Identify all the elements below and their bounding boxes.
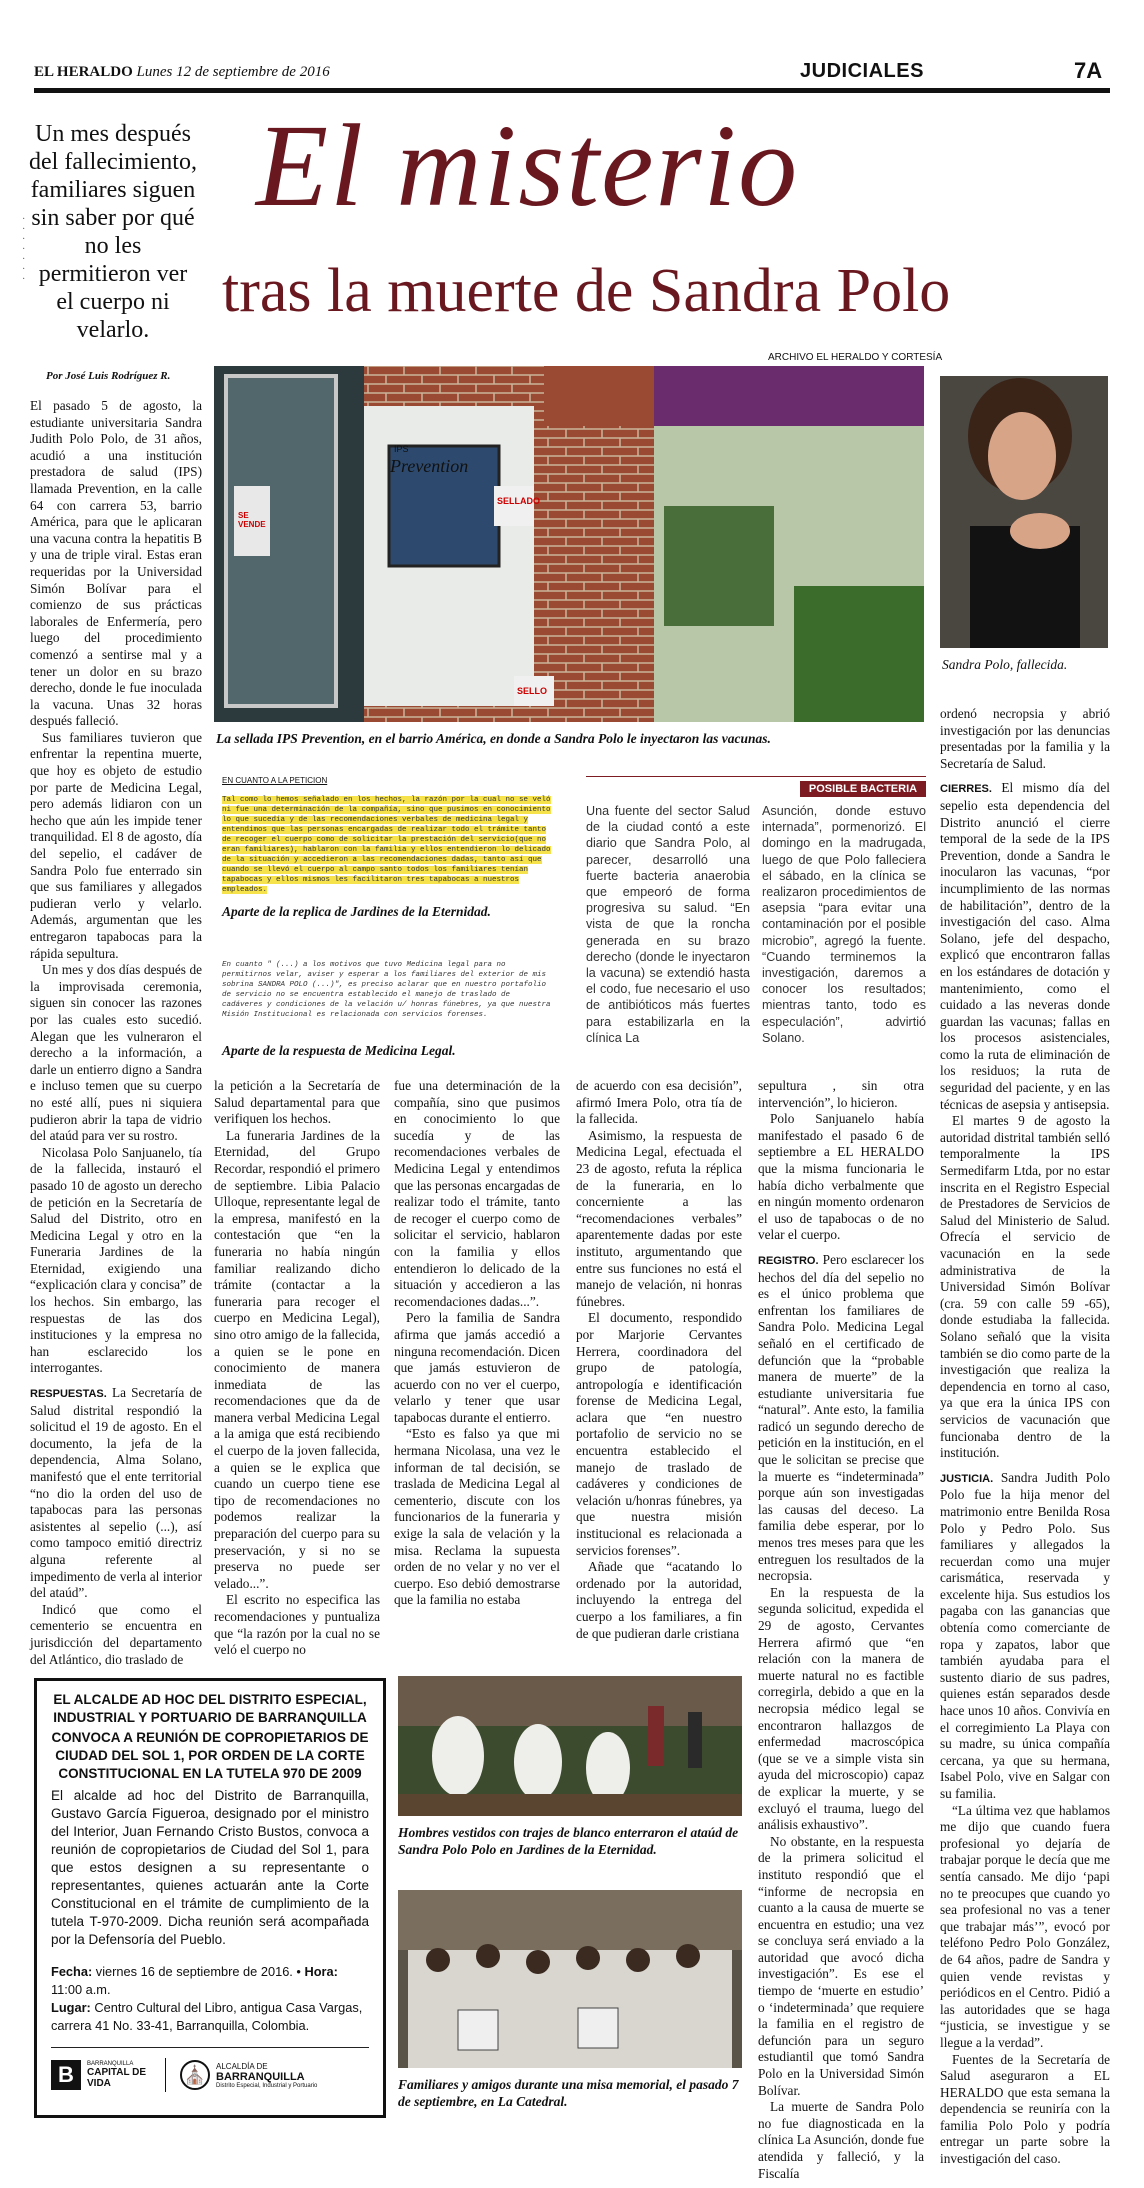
barranquilla-capital-logo bbox=[51, 2060, 151, 2090]
article-column-2 bbox=[214, 1078, 380, 1659]
ad-body: El alcalde ad hoc del Distrito de Barranquilla, Gustavo García Figueroa, designado por el ministro del Interior, Juan Fernando Cristo Bustos, convoca a reunión de copropietarios de Ciudad del Sol 1, para que estos designen a su representante o representantes, quienes actuarán ante la Corte Constitucional en el trámite de cumplimiento de la tutela T-970-2009. Dicha reunión será acompañada por la Defensoría del Pueblo. bbox=[51, 1788, 369, 1947]
seal-sign: SELLO bbox=[517, 686, 548, 696]
document-excerpt-legal-medicine bbox=[222, 960, 552, 1059]
ad-date-label: Fecha: bbox=[51, 1964, 93, 1979]
headline-sub: tras la muerte de Sandra Polo bbox=[222, 257, 951, 325]
paragraph: El pasado 5 de agosto, la estudiante universitaria Sandra Judith Polo Polo, de 31 años, acudió a una institución prestadora de salud (IPS) llamada Prevention, en la calle 64 con carrera 53, barrio América, para que le aplicaran una vacuna contra la hepatitis B y una de triple viral. Estas eran requeridas por la Universidad Simón Bolívar para el comienzo de sus prácticas laborales de Enfermería, pero luego del procedimiento comenzó a sentirse mal y a tener un dolor en su brazo derecho, donde le fue inoculada la vacuna. Unas 32 horas después falleció. bbox=[30, 398, 202, 729]
paragraph: “Esto es falso ya que mi hermana Nicolasa, una vez le informan de tal decisión, se traslada de Medicina Legal al cementerio, discute con los funcionarios de la funeraria y exige la sala de velación y la misa. Reclama la supuesta orden de no velar y no ver el cuerpo. Eso debió demostrarse que la familia no estaba bbox=[394, 1426, 560, 1608]
sidebar-box bbox=[586, 776, 926, 1046]
subhead: REGISTRO. bbox=[758, 1254, 819, 1267]
newspaper-name: EL HERALDO bbox=[34, 64, 133, 80]
burial-illustration bbox=[398, 1676, 742, 1816]
paragraph-text: La Secretaría de Salud distrital respondió la solicitud el 19 de agosto. En el documento, la jefa de la dependencia, Alma Solano, manifestó que el ente territorial “no dio la orden del uso de tapabocas para las personas asistentes al sepelio (...), así como tampoco emitió directriz alguna referente al impedimento de verla al interior del ataúd”. bbox=[30, 1385, 202, 1601]
masthead-date-line bbox=[34, 64, 330, 81]
ad-place-label: Lugar: bbox=[51, 2000, 91, 2015]
paragraph bbox=[940, 780, 1110, 1113]
logo-divider bbox=[165, 2058, 166, 2092]
paragraph: ordenó necropsia y abrió investigación por las denuncias presentadas por la familia y la Secretaría de Salud. bbox=[940, 706, 1110, 771]
portrait-illustration bbox=[940, 376, 1108, 648]
article-column-5 bbox=[758, 1078, 924, 2182]
article-column-4 bbox=[576, 1078, 742, 1642]
page-number: 7A bbox=[1074, 58, 1103, 83]
paragraph bbox=[758, 1252, 924, 1585]
document-label: EN CUANTO A LA PETICION bbox=[222, 776, 328, 785]
seal-sign: SELLADO bbox=[497, 496, 541, 506]
subhead: RESPUESTAS. bbox=[30, 1388, 107, 1401]
document-caption: Aparte de la respuesta de Medicina Legal. bbox=[222, 1043, 456, 1058]
paragraph: Polo Sanjuanelo había manifestado el pasado 6 de septiembre a EL HERALDO que la misma funcionaria le había dicho verbalmente que en ningún momento ordenaron el uso de tapabocas o de no velar el cuerpo. bbox=[758, 1111, 924, 1243]
paragraph bbox=[30, 1385, 202, 1602]
logo-small-text: BARRANQUILLA bbox=[87, 2061, 134, 2067]
margin-dots: · · · · · · · bbox=[22, 214, 26, 285]
public-notice-ad bbox=[34, 1678, 386, 2118]
alcaldia-logo bbox=[180, 2060, 317, 2090]
paragraph: Indicó que como el cementerio se encuentra en jurisdicción del departamento del Atlántico, dio traslado de bbox=[30, 1601, 202, 1667]
paragraph: de acuerdo con esa decisión”, afirmó Imera Polo, otra tía de la fallecida. bbox=[576, 1078, 742, 1127]
subhead: CIERRES. bbox=[940, 783, 992, 796]
byline: Por José Luis Rodríguez R. bbox=[46, 370, 171, 382]
sidebar-column: Una fuente del sector Salud de la ciudad contó a este diario que Sandra Polo, al parecer, desarrolló una fuerte bacteria anaerobia que empeoró de forma progresiva su salud. “En vista de que la roncha generada en su brazo derecho (donde le inyectaron la vacuna) se extendió hasta el codo, fue necesario el uso de antibióticos más fuertes para estabilizarla en la clínica La bbox=[586, 804, 750, 1045]
document-text: En cuanto " (...) a los motivos que tuvo Medicina legal para no permitirnos velar, aviser y esperar a los familiares del exterior de mis sobrina SANDRA POLO (...)", es preciso aclarar que en nuestro portafolio de servicio no se encuentra establecido el manejo de traslado de cadáveres y condiciones de la velación u/ honras fúnebres, ya que nuestra Misión Institucional es relacionada con servicios forenses. bbox=[222, 961, 551, 1019]
burial-caption: Hombres vestidos con trajes de blanco enterraron el ataúd de Sandra Polo Polo en Jardines de la Eternidad. bbox=[398, 1825, 739, 1857]
kicker: Un mes después del fallecimiento, familiares siguen sin saber por qué no les permitieron ver el cuerpo ni velarlo. bbox=[29, 121, 197, 343]
paragraph: Asimismo, la respuesta de Medicina Legal, efectuada el 23 de agosto, refuta la réplica de la funeraria, en lo concerniente a las “recomendaciones verbales” aparentemente dadas por este instituto, argumentando que entre sus funciones no está el manejo de velación, ni honras fúnebres. bbox=[576, 1127, 742, 1309]
paragraph: Un mes y dos días después de la improvisada ceremonia, siguen sin conocer las razones por las cuales esto sucedió. Alegan que les vulneraron el derecho a la información, a darle un entierro digno a Sandra e incluso temen que su cuerpo no esté allí, pues ni siquiera pudieron abrir la tapa de vidrio del ataúd para ver su rostro. bbox=[30, 962, 202, 1144]
main-photo bbox=[214, 366, 924, 722]
ad-date-value: viernes 16 de septiembre de 2016. • bbox=[92, 1964, 301, 1979]
paragraph: No obstante, en la respuesta de la primera solicitud el instituto respondió que el “informe de necropsia en cuanto a la causa de muerte se encuentra en estudio; una vez se concluya será enviado a la autoridad que avocó dicha investigación”. Es ese el tiempo de ‘muerte en estudio’ o ‘indeterminada’ que requiere la familia en el registro de defunción para un seguro estudiantil que tomó Sandra Polo en la Universidad Simón Bolívar. bbox=[758, 1833, 924, 2098]
subhead: JUSTICIA. bbox=[940, 1472, 994, 1485]
ad-time-value: 11:00 a.m. bbox=[51, 1982, 111, 1997]
burial-photo bbox=[398, 1676, 742, 1816]
paragraph: Fuentes de la Secretaría de Salud aseguraron a EL HERALDO que esta semana la dependencia se reuniría con la familia Polo Polo y podría entregar un parte sobre la investigación del caso. bbox=[940, 2051, 1110, 2167]
logo-small-text: ALCALDÍA DE bbox=[216, 2061, 268, 2071]
clinic-facade-illustration bbox=[214, 366, 924, 722]
portrait-photo bbox=[940, 376, 1108, 648]
city-seal-icon: ⛪ bbox=[180, 2060, 210, 2090]
photo-credit: ARCHIVO EL HERALDO Y CORTESÍA bbox=[768, 352, 943, 363]
paragraph: La muerte de Sandra Polo no fue diagnosticada en la clínica La Asunción, donde fue atendida y falleció, y la Fiscalía bbox=[758, 2099, 924, 2181]
door-sign-small: IPS bbox=[394, 444, 409, 454]
ad-logos bbox=[51, 2047, 369, 2092]
paragraph: El documento, respondido por Marjorie Cervantes Herrera, coordinadora del grupo de patología, antropología e identificación forense de Medicina Legal, aclara que “en nuestro portafolio de servicio no se encuentra establecido el manejo de traslado de cadáveres y condiciones de velación u/honras fúnebres, ya que nuestra misión institucional es relacionada a servicios forenses”. bbox=[576, 1310, 742, 1558]
paragraph bbox=[940, 1470, 1110, 1803]
window-sign: SE VENDE bbox=[238, 511, 266, 529]
paragraph: En la respuesta de la segunda solicitud, expedida el 29 de agosto, Cervantes Herrera afirmó que “en relación con la manera de muerte natural no es factible corregirla, debido a que en la necropsia médico legal se encontraron hallazgos de enfermedad macroscópica (que se ve a simple vista sin ayuda del microscopio) capaz de explicar la muerte, y se excluyó el trauma, luego del análisis exhaustivo”. bbox=[758, 1584, 924, 1833]
logo-b-icon: B bbox=[51, 2060, 81, 2090]
article-column-3 bbox=[394, 1078, 560, 1609]
paragraph-text: Pero esclarecer los hechos del día del sepelio no es el único problema que enfrentan los familiares de Sandra Polo. Medicina Legal señaló en el certificado de defunción que la “probable manera de muerte” de la estudiante universitaria fue “natural”. Ante esto, la familia radicó un segundo derecho de petición en la institución, en el que le solicitan se precise que la muerte es “indeterminada” porque aún son investigadas las causas del deceso. La familia debe esperar, por lo menos tres meses para que les entreguen los resultados de la necropsia. bbox=[758, 1251, 924, 1584]
article-column-1 bbox=[30, 398, 202, 1668]
ad-heading: EL ALCALDE AD HOC DEL DISTRITO ESPECIAL, INDUSTRIAL Y PORTUARIO DE BARRANQUILLA bbox=[53, 1692, 367, 1725]
logo-big-text: CAPITAL DE VIDA bbox=[87, 2067, 147, 2089]
logo-tagline: Distrito Especial, Industrial y Portuario bbox=[216, 2082, 318, 2089]
memorial-mass-photo bbox=[398, 1890, 742, 2068]
document-text bbox=[222, 795, 552, 895]
paragraph-text: El mismo día del sepelio esta dependencia del Distrito anunció el cierre temporal de la sede de la IPS Prevention, donde a Sandra le inocularon las vacunas, “por incumplimiento de las normas de habilitación”, dentro de la investigación del caso. Alma Solano, jefe del despacho, explicó que encontraron fallas en los estándares de dotación y mantenimiento, como el cuidado a las neveras donde guardan las vacunas; fallas en los procesos asistenciales, como la ruta de eliminación de los residuos; la ruta de seguridad del paciente, y en las técnicas de asepsia y antisepsia. bbox=[940, 780, 1110, 1112]
main-photo-caption: La sellada IPS Prevention, en el barrio América, en donde a Sandra Polo le inyectaron las vacunas. bbox=[216, 731, 771, 746]
ad-time-label: Hora: bbox=[300, 1964, 338, 1979]
issue-date: Lunes 12 de septiembre de 2016 bbox=[136, 64, 330, 80]
sidebar-column: Asunción, donde estuvo internada”, pormenorizó. El domingo en la madrugada, luego de que Polo falleciera el sábado, en la clínica se realizaron procedimientos de asepsia “para evitar una contaminación por el posible microbio”, agregó la fuente. “Cuando terminemos la investigación, daremos a conocer los resultados; mientras tanto, todo es especulación”, advirtió Solano. bbox=[762, 804, 926, 1045]
mass-caption: Familiares y amigos durante una misa memorial, el pasado 7 de septiembre, en La Catedral. bbox=[398, 2077, 739, 2109]
headline-main: El misterio bbox=[256, 100, 800, 231]
logo-big-text: BARRANQUILLA bbox=[216, 2070, 305, 2083]
sidebar-title: POSIBLE BACTERIA bbox=[800, 781, 926, 797]
paragraph: “La última vez que hablamos me dijo que cuando fuera profesional yo dejaría de trabajar porque le decía que me sentía cansado. Me dijo ‘papi no te preocupes que cuando yo sea profesional no vas a tener que trabajar más’”, evocó por teléfono Pedro Polo González, de 64 años, padre de Sandra y quien vende revistas y periódicos en el Centro. Pidió a las autoridades que se haga “justicia, se investigue y se llegue a la verdad”. bbox=[940, 1802, 1110, 2050]
paragraph: La funeraria Jardines de la Eternidad, del Grupo Recordar, respondió el primero de septiembre. Libia Palacio Ulloque, representante legal de la empresa, manifestó en la contestación que “en la funeraria no había ningún familiar realizando dicho trámite (contactar a la funeraria para recoger el cuerpo en Medicina Legal), sino otro amigo de la fallecida, a quien se le pone en conocimiento de manera inmediata de las recomendaciones que da de manera verbal Medicina Legal a la amiga que está recibiendo el cuerpo de la joven fallecida, a quien se le explica que cuando un cuerpo tiene ese tipo de recomendaciones no podemos realizar la preparación del cuerpo para su preservación, y si no se preserva no puede ser velado...”. bbox=[214, 1127, 380, 1591]
document-caption: Aparte de la replica de Jardines de la Eternidad. bbox=[222, 904, 491, 919]
ad-meeting-details bbox=[51, 1963, 369, 2035]
paragraph: El martes 9 de agosto la autoridad distrital también selló temporalmente la IPS Sermedifarm Ltda, por no estar inscrita en el Registro Especial de Prestadores de Servicios de Salud del Ministerio de Salud. Ofrecía el servicio de vacunación en la sede administrativa de la Universidad Simón Bolívar (cra. 59 con calle 59 -65), donde estudiaba la fallecida. Solano señaló que la visita también se dio como parte de la investigación que realiza la dependencia en torno al caso, ya que era la única IPS con servicios de vacunación que funcionaba dentro de la institución. bbox=[940, 1113, 1110, 1461]
paragraph: Añade que “acatando lo ordenado por la autoridad, incluyendo la entrega del cuerpo a los familiares, a fin de que pudieran darle cristiana bbox=[576, 1559, 742, 1641]
ad-heading-convoca: CONVOCA A REUNIÓN DE COPROPIETARIOS DE CIUDAD DEL SOL 1, POR ORDEN DE LA CORTE CONSTITUCIONAL EN LA TUTELA 970 DE 2009 bbox=[51, 1730, 369, 1781]
paragraph: Sus familiares tuvieron que enfrentar la repentina muerte, que hoy es objeto de estudio por parte de Medicina Legal, pero además lidiaron con un hecho que aún les impide tener tranquilidad. El 8 de agosto, día del sepelio, el cadáver de Sandra Polo fue enterrado sin que sus familiares y allegados pudieran verlo y velarlo. Además, argumentan que les entregaron tapabocas para la rápida sepultura. bbox=[30, 729, 202, 961]
paragraph-text: Sandra Judith Polo Polo fue la hija menor del matrimonio entre Benilda Rosa Polo y Pedro Polo. Sus familiares y allegados la recuerdan como una mujer carismática, reservada y excelente hija. Sus estudios los pagaba con las ganancias que obtenía como comerciante de ropa y zapatos, labor que también ayudaba para el sustento diario de sus padres, quienes están separados desde hace unos 10 años. Convivía en el corregimiento La Playa con su madre, su única compañía cercana, ya que su hermana, Isabel Polo, vive en Salgar con su familia. bbox=[940, 1469, 1110, 1801]
article-column-6 bbox=[940, 706, 1110, 2168]
mass-illustration bbox=[398, 1890, 742, 2068]
door-sign: Prevention bbox=[390, 456, 469, 476]
masthead-rule bbox=[34, 88, 1110, 93]
ad-place-value: Centro Cultural del Libro, antigua Casa Vargas, carrera 41 No. 33-41, Barranquilla, Colombia. bbox=[51, 2000, 363, 2033]
section-name: JUDICIALES bbox=[800, 60, 924, 82]
paragraph: El escrito no especifica las recomendaciones y puntualiza que “la razón por la cual no se veló el cuerpo no bbox=[214, 1592, 380, 1658]
highlighted-text: Tal como lo hemos señalado en los hechos, la razón por la cual no se veló ni fue una determinación de la compañía, sino que pusimos en conocimiento lo que sucedía y de las recomendaciones verbales de medicina legal y entendimos que las personas encargadas de realizar todo el trámite tanto de recoger el cuerpo como de solicitar la prestación del servicio(que no eran familiares), hablaron con la familia y ellos entendieron lo delicado de la situación y accedieron a las recomendaciones dadas, tanto así que cuando se llevó el cuerpo al campo santo todos los familiares tenían tapabocas y ellos mismos les facilitaron tres tapabocas a nuestros empleados. bbox=[222, 796, 551, 894]
paragraph: Nicolasa Polo Sanjuanelo, tía de la fallecida, instauró el pasado 10 de agosto un derecho de petición en la Secretaría de Salud del Distrito, otro en Medicina Legal y otro en la Funeraria Jardines de la Eternidad, exigiendo una “explicación clara y concisa” de los hechos. Sin embargo, las respuestas de las dos instituciones y la empresa no han esclarecido los interrogantes. bbox=[30, 1144, 202, 1376]
document-excerpt-funeral bbox=[222, 776, 552, 920]
portrait-caption: Sandra Polo, fallecida. bbox=[942, 657, 1068, 672]
paragraph: fue una determinación de la compañía, sino que pusimos en conocimiento lo que sucedía y de las recomendaciones verbales de Medicina Legal y entendimos que las personas encargadas de realizar todo el trámite, tanto de recoger el cuerpo como de solicitar el servicio, hablaron con la familia y ellos entendieron lo delicado de la situación y accedieron a las recomendaciones dadas...”. bbox=[394, 1078, 560, 1309]
paragraph: la petición a la Secretaría de Salud departamental para que verifiquen los hechos. bbox=[214, 1078, 380, 1127]
paragraph: sepultura , sin otra intervención”, lo hicieron. bbox=[758, 1078, 924, 1110]
paragraph: Pero la familia de Sandra afirma que jamás accedió a ninguna recomendación. Dicen que jamás estuvieron de acuerdo con no ver el cuerpo, velarlo y tener que usar tapabocas durante el entierro. bbox=[394, 1310, 560, 1425]
